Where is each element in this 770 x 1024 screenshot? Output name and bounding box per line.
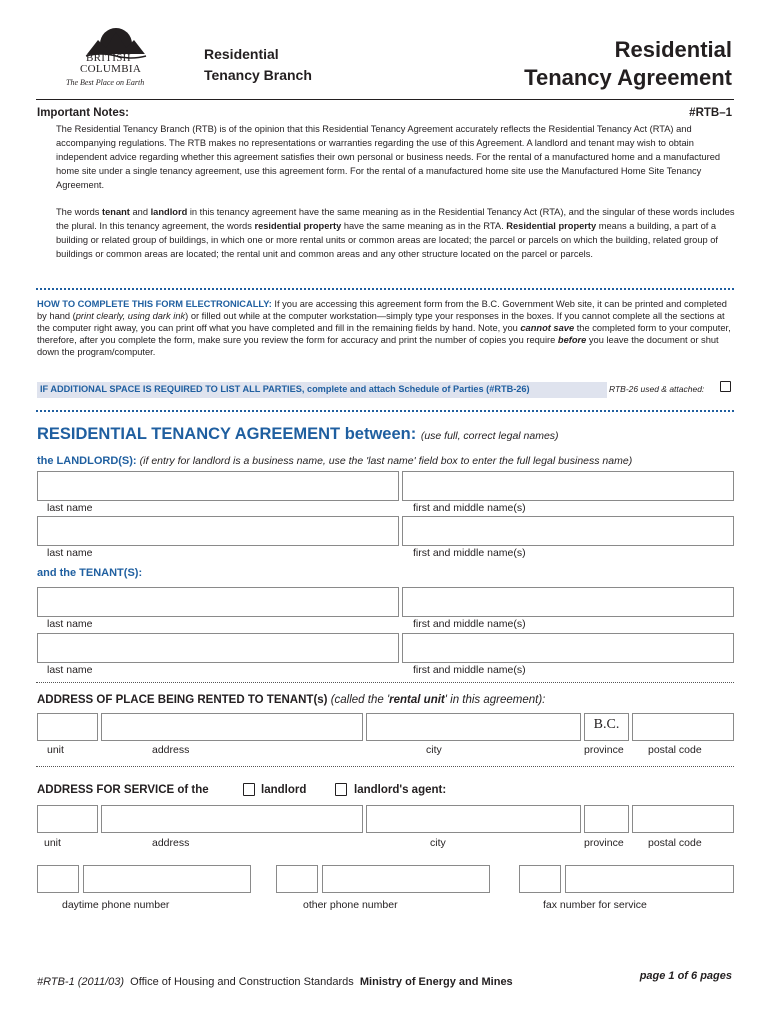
definitions-paragraph: The words tenant and landlord in this tenancy agreement have the same meaning as in the Residential Tenancy Act (RTA), and the singular of these words includes the plural. In this tenancy agreement, the words residential property have the same meaning as in the RTA. Residential property means a building, a part of a building or related group of buildings, in which one or more rental units or common areas are located; the parcel or parcels on which the building, related group of buildings or common areas are located; the rental unit and common areas and any other structure located on the parcel or parcels. [56,207,735,259]
rental-address-label: address [152,744,190,756]
service-agent-checkbox[interactable] [335,783,347,796]
dotted-divider [36,766,734,767]
title-line1: Residential [614,37,732,62]
service-address-title: ADDRESS FOR SERVICE of the [37,784,209,796]
header-divider [36,99,734,100]
title-line2: Tenancy Agreement [524,65,732,90]
schedule-attached-label: RTB-26 used & attached: [609,384,705,394]
service-agent-label: landlord's agent: [354,784,447,796]
schedule-attached-checkbox[interactable] [720,381,731,392]
landlord2-last-name-label: last name [47,547,93,559]
fax-number-label: fax number for service [543,899,647,911]
tenant2-first-name-input[interactable] [402,633,734,663]
how-to-complete-paragraph: HOW TO COMPLETE THIS FORM ELECTRONICALLY: If you are accessing this agreement form from the B.C. Government Web site, it can be printed and completed by hand (print clearly, using dark ink) or filled out while at the computer workstation—simply type your responses in the boxes. If you cannot complete all the sections at the computer right away, you can print off what you have completed and fill in the remaining fields by hand. Note, you cannot save the completed form to your computer, therefore, after you complete the form, make sure you review the form for accuracy and print the number of copies you require before you leave the document or shut down the program/computer. [37,299,731,357]
service-address-label: address [152,837,190,849]
agreement-title: RESIDENTIAL TENANCY AGREEMENT between: (use full, correct legal names) [37,425,559,443]
logo-line2: COLUMBIA [80,63,142,75]
service-city-label: city [430,837,446,849]
tenants-section-label: and the TENANT(S): [37,567,143,579]
logo-tagline: The Best Place on Earth [66,78,145,87]
rental-province-input[interactable]: B.C. [584,713,629,741]
intro-paragraph: The Residential Tenancy Branch (RTB) is of the opinion that this Residential Tenancy Agreement accurately reflects the Residential Tenancy Act (RTA) and accompanying regulations. The RTB makes no representations or warranties regarding the use of this Agreement. A landlord and tenant may wish to obtain independent advice regarding whether this agreement satisfies their own personal or business needs. For the rental of a manufactured home and a manufactured home site under a single tenancy agreement, use this agreement form. For the rental of a manufactured home site use the Manufactured Home Site Tenancy Agreement. [56,124,721,190]
tenant1-last-name-label: last name [47,618,93,630]
service-unit-input[interactable] [37,805,98,833]
daytime-phone-label: daytime phone number [62,899,170,911]
service-province-label: province [584,837,624,849]
rental-unit-label: unit [47,744,64,756]
dotted-divider [36,410,734,412]
tenant2-last-name-label: last name [47,664,93,676]
rental-postal-code-input[interactable] [632,713,734,741]
landlord2-first-name-input[interactable] [402,516,734,546]
service-landlord-label: landlord [261,784,307,796]
rental-city-input[interactable] [366,713,581,741]
logo-line1: BRITISH [86,52,131,64]
service-province-input[interactable] [584,805,629,833]
rental-unit-input[interactable] [37,713,98,741]
dotted-divider [36,682,734,683]
form-code: #RTB–1 [689,107,732,119]
daytime-area-code-input[interactable] [37,865,79,893]
landlord2-first-name-label: first and middle name(s) [413,547,526,559]
landlords-section-label: the LANDLORD(S): (if entry for landlord is a business name, use the 'last name' field box to enter the full legal business name) [37,455,633,467]
landlord1-last-name-input[interactable] [37,471,399,501]
service-address-input[interactable] [101,805,363,833]
service-city-input[interactable] [366,805,581,833]
service-postal-code-input[interactable] [632,805,734,833]
rental-city-label: city [426,744,442,756]
service-landlord-checkbox[interactable] [243,783,255,796]
tenant1-last-name-input[interactable] [37,587,399,617]
tenant2-first-name-label: first and middle name(s) [413,664,526,676]
page-number: page 1 of 6 pages [639,970,732,982]
landlord2-last-name-input[interactable] [37,516,399,546]
other-phone-label: other phone number [303,899,398,911]
tenant1-first-name-label: first and middle name(s) [413,618,526,630]
branch-line2: Tenancy Branch [204,67,312,83]
branch-name [204,44,364,86]
service-postal-code-label: postal code [648,837,702,849]
landlord1-first-name-label: first and middle name(s) [413,502,526,514]
important-notes-label: Important Notes: [37,107,129,119]
service-unit-label: unit [44,837,61,849]
footer-info: #RTB-1 (2011/03) Office of Housing and Construction Standards Ministry of Energy and Mines [37,976,513,988]
daytime-phone-input[interactable] [83,865,251,893]
dotted-divider [36,288,734,290]
other-phone-input[interactable] [322,865,490,893]
branch-line1: Residential [204,46,279,62]
rental-address-input[interactable] [101,713,363,741]
landlord1-last-name-label: last name [47,502,93,514]
fax-number-input[interactable] [565,865,734,893]
tenant2-last-name-input[interactable] [37,633,399,663]
rental-province-label: province [584,744,624,756]
rental-postal-code-label: postal code [648,744,702,756]
document-title [524,36,732,92]
landlord1-first-name-input[interactable] [402,471,734,501]
rental-address-title: ADDRESS OF PLACE BEING RENTED TO TENANT(s) (called the 'rental unit' in this agreement): [37,694,546,706]
other-area-code-input[interactable] [276,865,318,893]
fax-area-code-input[interactable] [519,865,561,893]
tenant1-first-name-input[interactable] [402,587,734,617]
schedule-of-parties-banner: IF ADDITIONAL SPACE IS REQUIRED TO LIST ALL PARTIES, complete and attach Schedule of Parties (#RTB-26) [37,382,607,398]
